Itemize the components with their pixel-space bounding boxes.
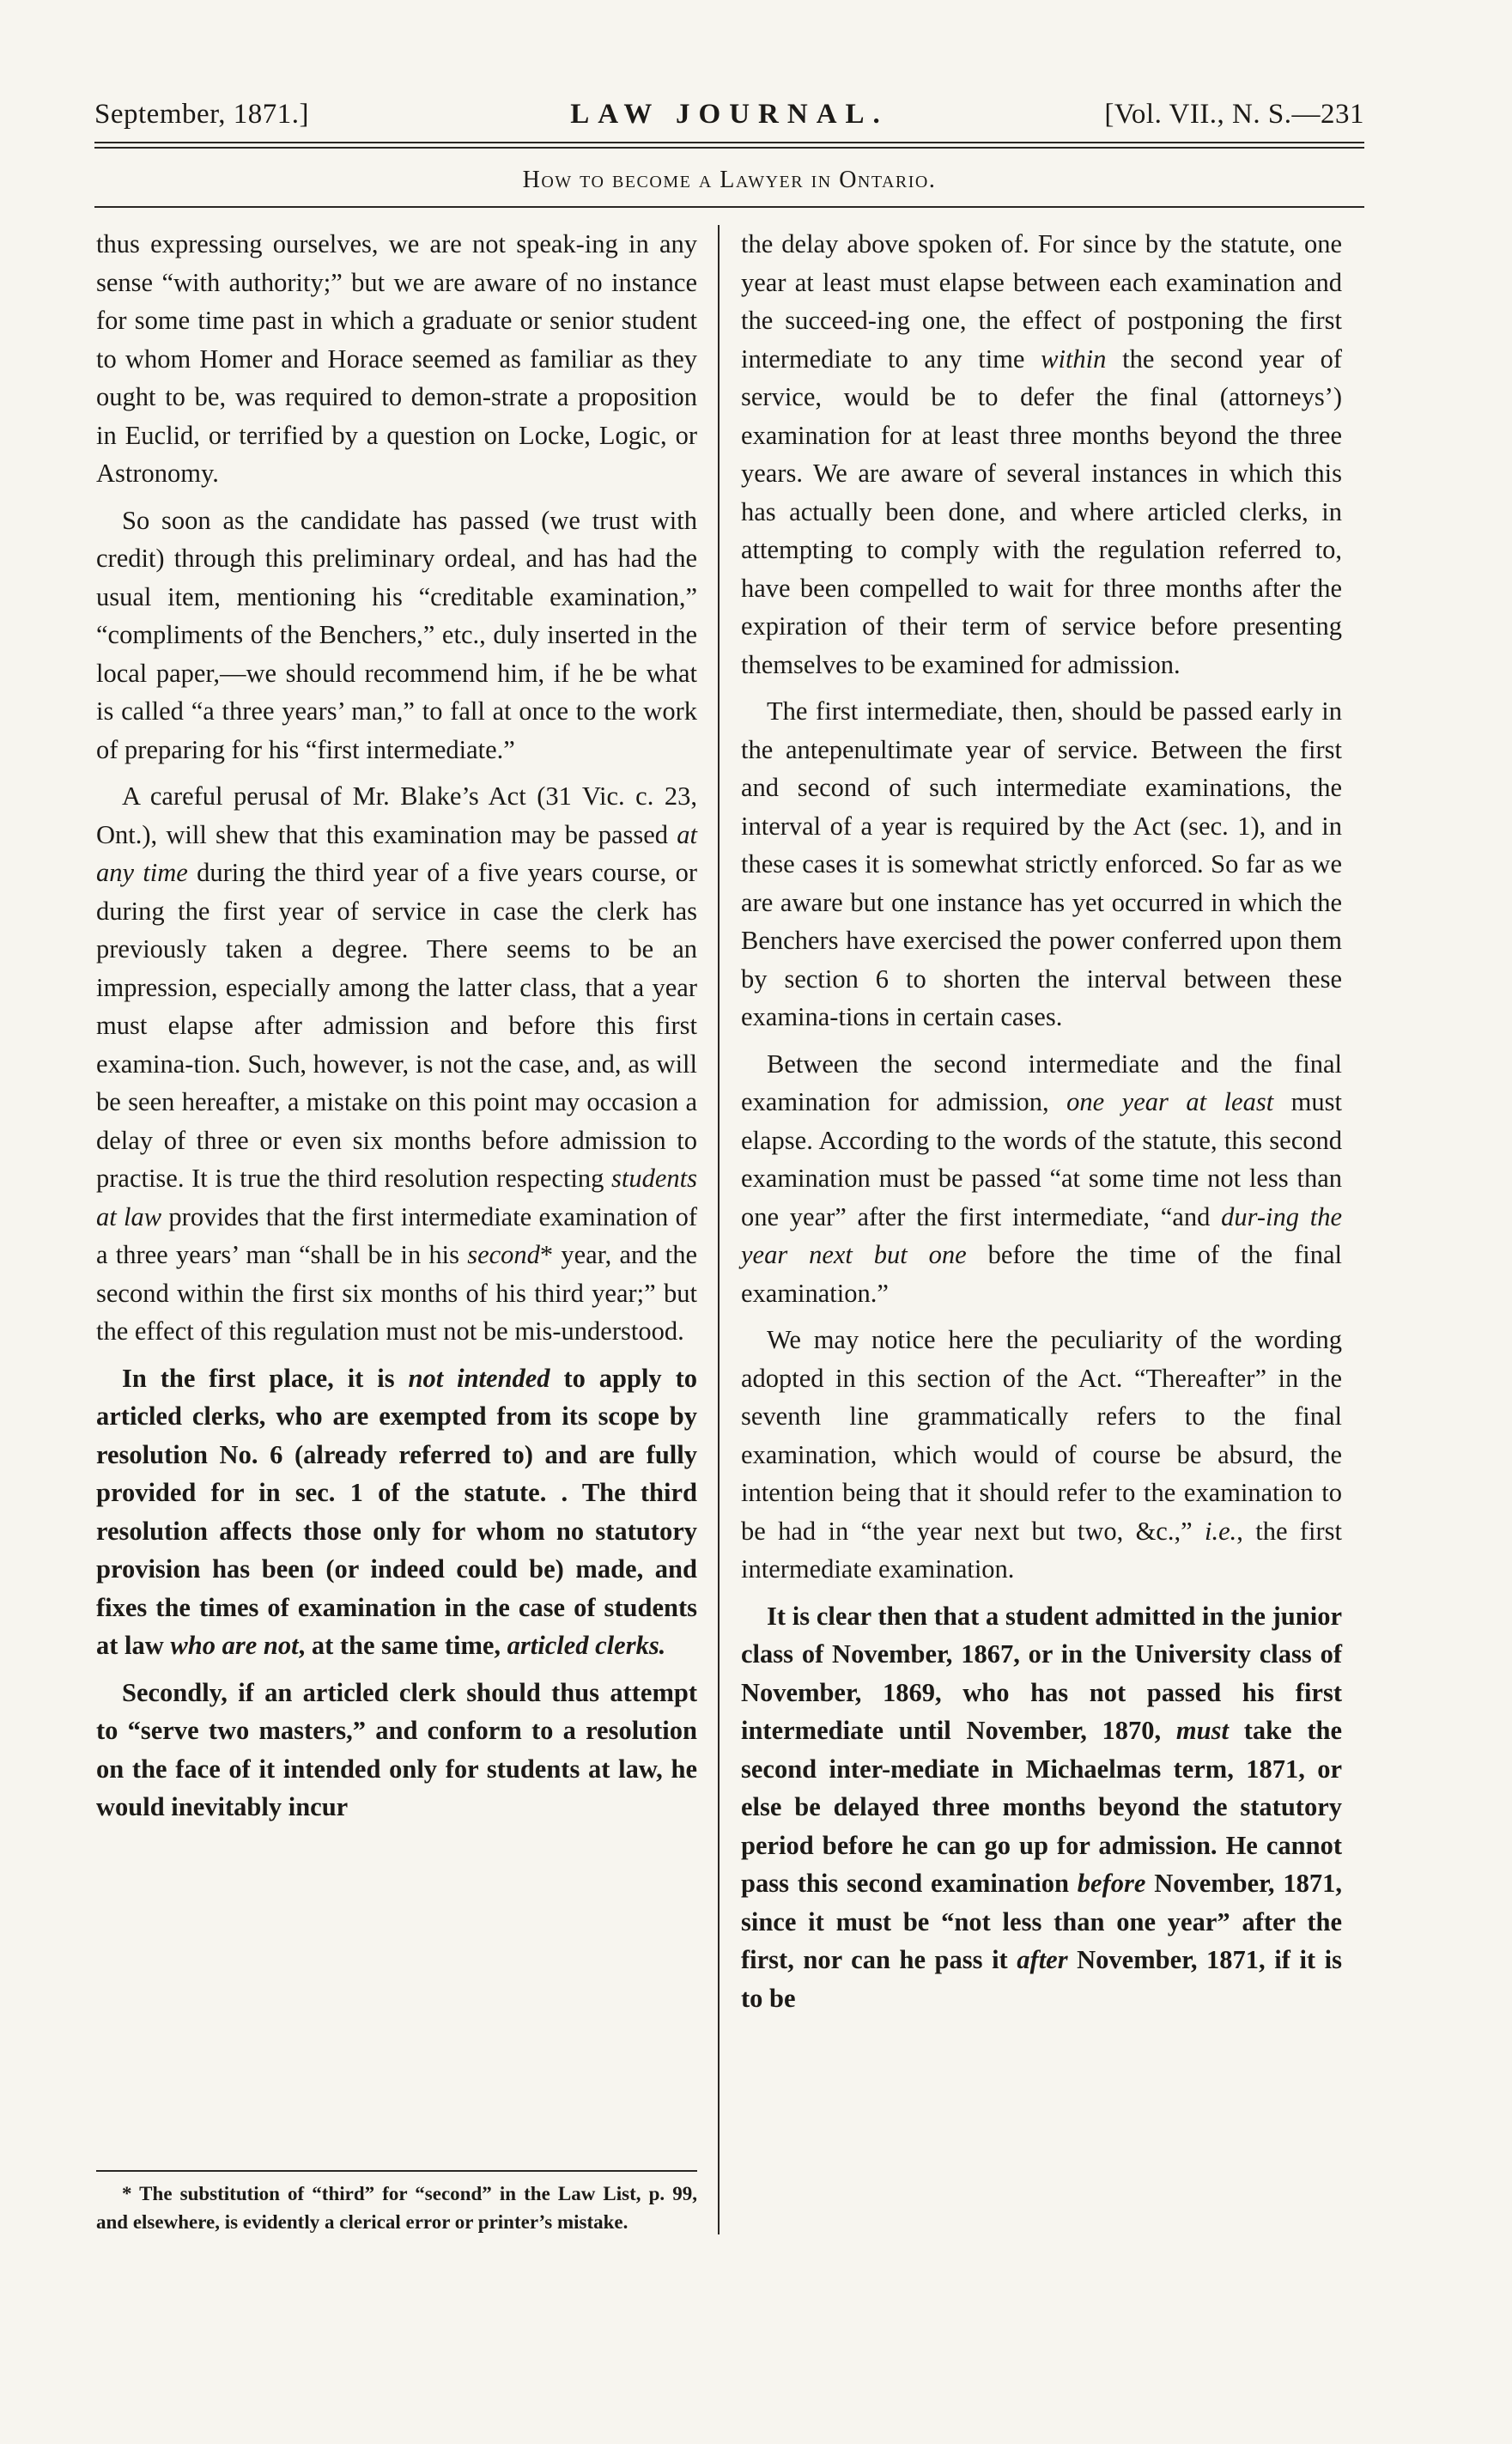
section-rule	[94, 206, 1364, 208]
paragraph	[96, 225, 697, 493]
header-rule-bottom	[94, 147, 1364, 149]
paragraph	[741, 692, 1342, 1037]
italic-text: second	[467, 1240, 540, 1269]
italic-text: not intended	[408, 1363, 550, 1393]
text-run: the delay above spoken of. For since by the statute, one year at least must elapse between each examination and the succeed-ing one, the effect of postponing the first intermediate to any time	[741, 229, 1342, 374]
header-rule-top	[94, 142, 1364, 143]
text-run: during the third year of a five years course, or during the first year of service in case the clerk has previously taken a degree. There seems to be an impression, especially among the latter class, that a year must elapse after admission and before this first examina-tion. Such, however, is not the case, and, as will be seen hereafter, a mistake on this point may occasion a delay of three or even six months before admission to practise. It is true the third resolution respecting	[96, 858, 697, 1193]
journal-title: LAW JOURNAL.	[570, 99, 889, 130]
text-run: We may notice here the peculiarity of the wording adopted in this section of the Act. “Thereafter” in the seventh line grammatically refers to the final examination, which would of course be absurd, the intention being that it should refer to the examination to be had in “the year next but two, &c.,”	[741, 1325, 1342, 1546]
text-run: the second year of service, would be to defer the final (attorneys’) examination for at least three months beyond the three years. We are aware of several instances in which this has actually been done, and where articled clerks, in attempting to comply with the regulation referred to, have been compelled to wait for three months after the expiration of their term of service before presenting themselves to be examined for admission.	[741, 343, 1342, 679]
italic-text: i.e.	[1204, 1516, 1237, 1546]
paragraph	[741, 225, 1342, 684]
text-run: provides that the first intermediate examination of a three years’ man “shall be in his	[96, 1201, 697, 1269]
text-run: A careful perusal of Mr. Blake’s Act (31 Vic. c. 23, Ont.), will shew that this examination may be passed	[96, 781, 697, 849]
paragraph	[96, 502, 697, 769]
text-run: November, 1871, since it must be “not less than one year” after the first, nor can he pass it	[741, 1869, 1342, 1974]
italic-text: at any time	[96, 819, 697, 887]
section-title: How to become a Lawyer in Ontario.	[522, 167, 937, 193]
italic-text: one year at least	[1066, 1087, 1274, 1116]
text-run: , at the same time,	[298, 1631, 507, 1660]
text-run: take the second inter-mediate in Michaelmas term, 1871, or else be delayed three months beyond the statutory period before he can go up for admission. He cannot pass this second examination	[741, 1716, 1342, 1898]
paragraph	[741, 1321, 1342, 1589]
text-run: Secondly, if an articled clerk should thus attempt to “serve two masters,” and conform to a resolution on the face of it intended only for students at law, he would inevitably incur	[96, 1677, 697, 1821]
text-run: In the first place, it is	[122, 1363, 409, 1393]
text-run: So soon as the candidate has passed (we trust with credit) through this preliminary ordeal, and has had the usual item, mentioning his “creditable examination,” “compliments of the Benchers,” etc., duly inserted in the local paper,—we should recommend him, if he be what is called “a three years’ man,” to fall at once to the work of preparing for his “first intermediate.”	[96, 505, 697, 764]
italic-text: within	[1041, 343, 1107, 374]
text-run: The first intermediate, then, should be passed early in the antepenultimate year of service. Between the first and second of such intermediate examinations, the interval of a year is required by the Act (sec. 1), and in these cases it is somewhat strictly enforced. So far as we are aware but one instance has yet occurred in which the Benchers have exercised the power conferred upon them by section 6 to shorten the interval between these examina-tions in certain cases.	[741, 696, 1342, 1031]
italic-text: dur-ing the year next but one	[741, 1201, 1342, 1269]
text-run: to apply to articled clerks, who are exempted from its scope by resolution No. 6 (already referred to) and are fully provided for in sec. 1 of the statute. . The third resolution affects those only for whom no statutory provision has been (or indeed could be) made, and fixes the times of examination in the case of students at law	[96, 1363, 697, 1660]
text-run: thus expressing ourselves, we are not speak-ing in any sense “with authority;” but we are aware of no instance for some time past in which a graduate or senior student to whom Homer and Horace seemed as familiar as they ought to be, was required to demon-strate a proposition in Euclid, or terrified by a question on Locke, Logic, or Astronomy.	[96, 229, 697, 488]
italic-text: before	[1077, 1869, 1146, 1898]
italic-text: after	[1017, 1945, 1068, 1974]
text-run: Between the second intermediate and the final examination for admission,	[741, 1049, 1342, 1116]
paragraph	[741, 1597, 1342, 2018]
footnote: * The substitution of “third” for “second” in the Law List, p. 99, and elsewhere, is evidently a clerical error or printer’s mistake.	[96, 2183, 697, 2233]
left-column	[96, 225, 697, 1835]
italic-text: students at law	[96, 1164, 697, 1231]
italic-text: who are not	[170, 1631, 299, 1660]
paragraph	[96, 1674, 697, 1827]
text-run: before the time of the final examination.”	[741, 1240, 1342, 1308]
paragraph	[96, 777, 697, 1351]
volume-page-number: [Vol. VII., N. S.—231	[1104, 99, 1364, 130]
paragraph	[96, 1359, 697, 1665]
text-run: must elapse. According to the words of the statute, this second examination must be passed “at some time not less than one year” after the first intermediate, “and	[741, 1087, 1342, 1231]
paragraph	[741, 1045, 1342, 1313]
text-run: It is clear then that a student admitted in the junior class of November, 1867, or in the University class of November, 1869, who has not passed his first intermediate until November, 1870,	[741, 1601, 1342, 1745]
footnote-rule	[96, 2170, 697, 2172]
text-run: November, 1871, if it is to be	[741, 1945, 1342, 2013]
text-run: * year, and the second within the first six months of his third year;” but the effect of this regulation must not be mis-understood.	[96, 1240, 697, 1346]
text-run: , the first intermediate examination.	[741, 1516, 1342, 1584]
italic-text: must	[1175, 1716, 1229, 1745]
italic-text: articled clerks.	[507, 1631, 666, 1660]
right-column	[741, 225, 1342, 2026]
column-divider	[718, 225, 720, 2234]
running-head	[94, 94, 1364, 134]
issue-date: September, 1871.]	[94, 99, 310, 130]
